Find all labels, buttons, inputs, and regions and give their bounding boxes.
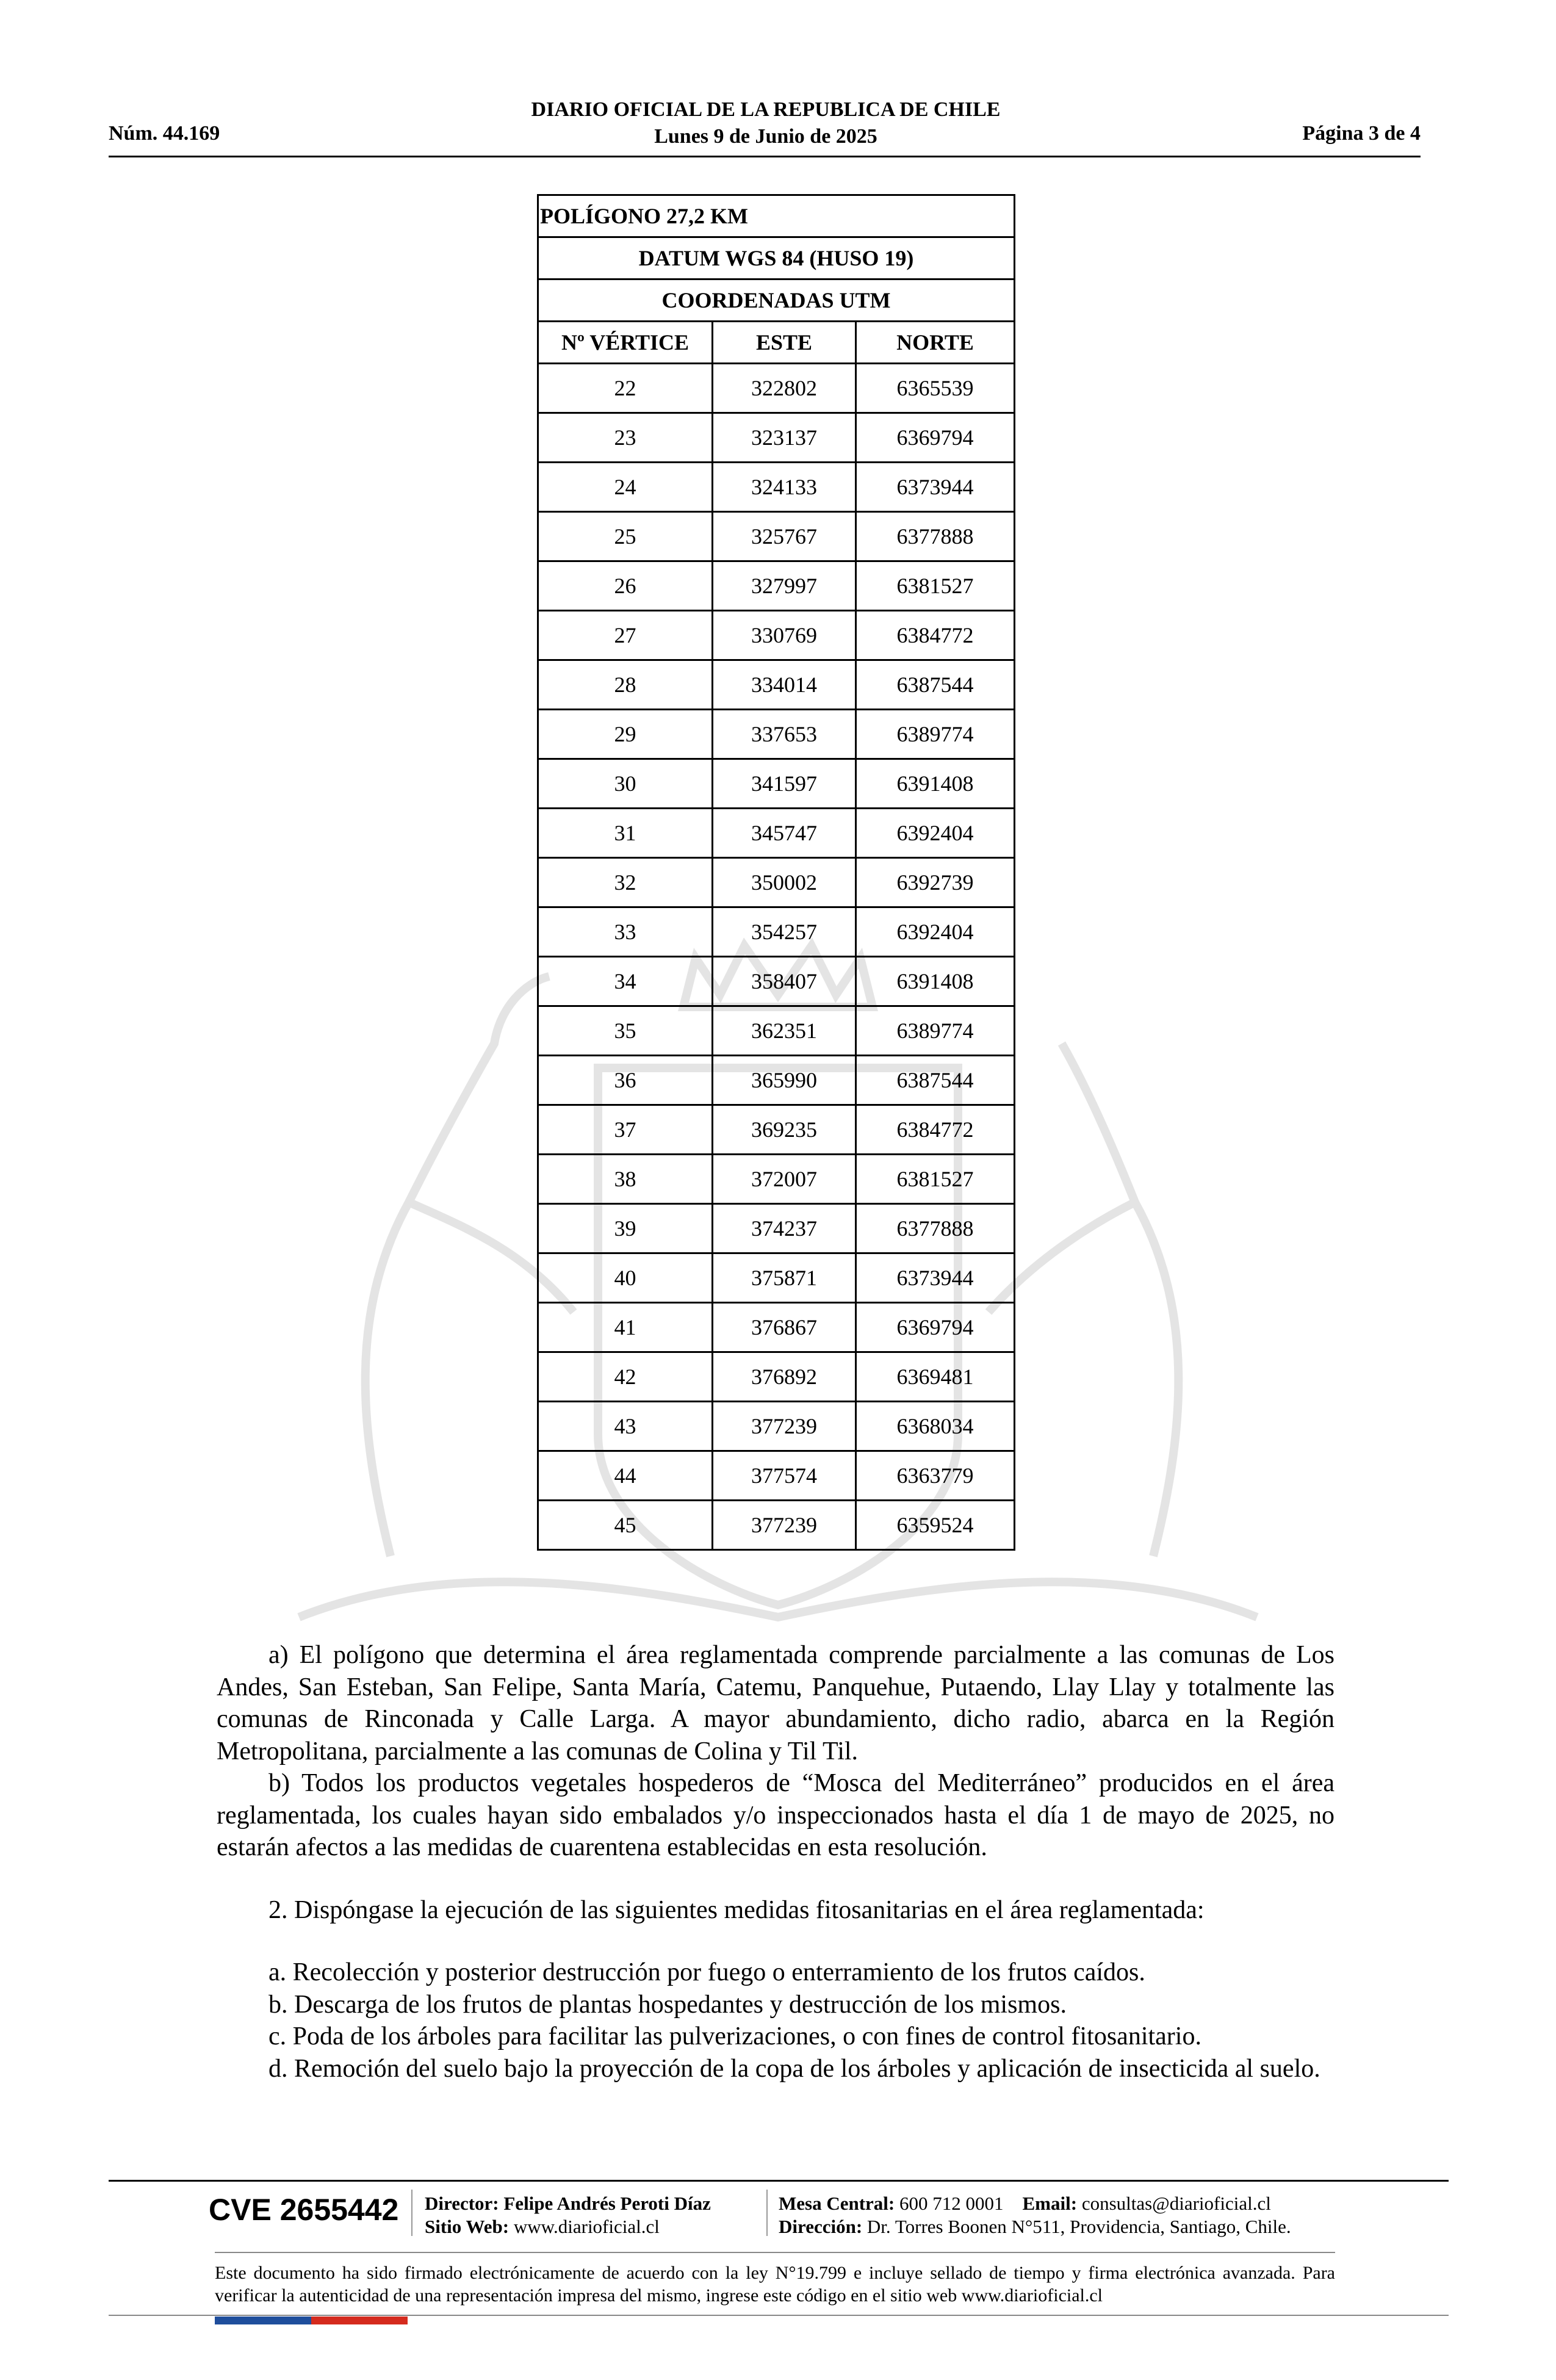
east-cell: 369235 [713, 1105, 856, 1155]
table-row [538, 1352, 1015, 1402]
paragraph-2: 2. Dispóngase la ejecución de las siguientes medidas fitosanitarias en el área reglamentada: [268, 1895, 1205, 1924]
north-cell: 6373944 [856, 1253, 1015, 1303]
table-row [538, 710, 1015, 759]
vertex-cell: 40 [538, 1253, 713, 1303]
east-cell: 377239 [713, 1501, 856, 1550]
table-row [538, 907, 1015, 957]
east-cell: 323137 [713, 413, 856, 463]
vertex-cell: 24 [538, 463, 713, 512]
vertex-cell: 43 [538, 1402, 713, 1451]
footer-legal-divider [215, 2252, 1335, 2253]
footer-bottom-divider [109, 2315, 1449, 2316]
east-cell: 377239 [713, 1402, 856, 1451]
vertex-cell: 30 [538, 759, 713, 809]
address: Dr. Torres Boonen N°511, Providencia, Santiago, Chile. [866, 2216, 1291, 2237]
issue-number: Núm. 44.169 [109, 122, 220, 145]
north-cell: 6369481 [856, 1352, 1015, 1402]
vertex-cell: 42 [538, 1352, 713, 1402]
east-cell: 375871 [713, 1253, 856, 1303]
newspaper-title: DIARIO OFICIAL DE LA REPUBLICA DE CHILE [531, 98, 1001, 121]
vertex-cell: 44 [538, 1451, 713, 1501]
vertex-cell: 28 [538, 660, 713, 710]
column-header-north: NORTE [856, 322, 1015, 364]
measure-c: c. Poda de los árboles para facilitar las pulverizaciones, o con fines de control fitosanitario. [268, 2022, 1201, 2050]
north-cell: 6387544 [856, 1056, 1015, 1105]
phone-number: 600 712 0001 [899, 2193, 1004, 2214]
column-header-vertex: Nº VÉRTICE [538, 322, 713, 364]
north-cell: 6392739 [856, 858, 1015, 907]
east-cell: 345747 [713, 809, 856, 858]
table-row [538, 809, 1015, 858]
vertex-cell: 38 [538, 1155, 713, 1204]
north-cell: 6389774 [856, 1006, 1015, 1056]
north-cell: 6369794 [856, 413, 1015, 463]
table-row [538, 1402, 1015, 1451]
east-cell: 376867 [713, 1303, 856, 1352]
vertex-cell: 39 [538, 1204, 713, 1253]
paragraph-b: b) Todos los productos vegetales hospederos de “Mosca del Mediterráneo” producidos en el área reglamentada, los cuales hayan sido embalados y/o inspeccionados hasta el día 1 de mayo de 2025, no estarán afectos a las medidas de cuarentena establecidas en esta resolución. [217, 1769, 1334, 1861]
vertex-cell: 33 [538, 907, 713, 957]
table-row [538, 561, 1015, 611]
table-row [538, 660, 1015, 710]
director-name: Felipe Andrés Peroti Díaz [503, 2193, 711, 2214]
issue-date: Lunes 9 de Junio de 2025 [654, 125, 877, 148]
east-cell: 354257 [713, 907, 856, 957]
table-row [538, 1006, 1015, 1056]
vertex-cell: 27 [538, 611, 713, 660]
north-cell: 6377888 [856, 512, 1015, 561]
phone-label: Mesa Central: [779, 2193, 895, 2214]
vertex-cell: 41 [538, 1303, 713, 1352]
north-cell: 6381527 [856, 561, 1015, 611]
east-cell: 325767 [713, 512, 856, 561]
north-cell: 6373944 [856, 463, 1015, 512]
north-cell: 6384772 [856, 1105, 1015, 1155]
flag-stripe-red [311, 2317, 408, 2324]
east-cell: 350002 [713, 858, 856, 907]
vertex-cell: 29 [538, 710, 713, 759]
resolution-body [217, 1639, 1334, 2085]
vertex-cell: 37 [538, 1105, 713, 1155]
table-row [538, 1105, 1015, 1155]
director-label: Director: [425, 2193, 499, 2214]
vertex-cell: 45 [538, 1501, 713, 1550]
north-cell: 6368034 [856, 1402, 1015, 1451]
north-cell: 6365539 [856, 364, 1015, 413]
table-row [538, 759, 1015, 809]
email-link[interactable]: consultas@diarioficial.cl [1081, 2193, 1271, 2214]
north-cell: 6381527 [856, 1155, 1015, 1204]
table-datum: DATUM WGS 84 (HUSO 19) [538, 237, 1015, 279]
north-cell: 6363779 [856, 1451, 1015, 1501]
table-row [538, 1303, 1015, 1352]
column-header-east: ESTE [713, 322, 856, 364]
table-row [538, 611, 1015, 660]
flag-stripe-blue [215, 2317, 311, 2324]
page-indicator: Página 3 de 4 [1302, 122, 1421, 145]
header-divider [109, 156, 1421, 157]
vertex-cell: 23 [538, 413, 713, 463]
footer-divider [109, 2180, 1449, 2182]
address-label: Dirección: [779, 2216, 863, 2237]
east-cell: 337653 [713, 710, 856, 759]
east-cell: 365990 [713, 1056, 856, 1105]
table-row [538, 1451, 1015, 1501]
north-cell: 6391408 [856, 957, 1015, 1006]
north-cell: 6384772 [856, 611, 1015, 660]
website-label: Sitio Web: [425, 2216, 510, 2237]
east-cell: 322802 [713, 364, 856, 413]
east-cell: 334014 [713, 660, 856, 710]
footer-contact-block [779, 2192, 1291, 2238]
vertex-cell: 36 [538, 1056, 713, 1105]
east-cell: 324133 [713, 463, 856, 512]
coordinates-table [537, 194, 1015, 1551]
east-cell: 358407 [713, 957, 856, 1006]
east-cell: 372007 [713, 1155, 856, 1204]
vertex-cell: 22 [538, 364, 713, 413]
table-row [538, 463, 1015, 512]
footer-separator [766, 2190, 768, 2236]
table-row [538, 1155, 1015, 1204]
table-row [538, 512, 1015, 561]
website-link[interactable]: www.diarioficial.cl [513, 2216, 660, 2237]
table-row [538, 858, 1015, 907]
email-label: Email: [1022, 2193, 1078, 2214]
table-row [538, 364, 1015, 413]
table-coordinate-system: COORDENADAS UTM [538, 279, 1015, 322]
table-title: POLÍGONO 27,2 KM [538, 195, 1015, 237]
vertex-cell: 34 [538, 957, 713, 1006]
table-row [538, 1056, 1015, 1105]
east-cell: 341597 [713, 759, 856, 809]
vertex-cell: 31 [538, 809, 713, 858]
table-row [538, 1501, 1015, 1550]
east-cell: 330769 [713, 611, 856, 660]
north-cell: 6359524 [856, 1501, 1015, 1550]
table-row [538, 957, 1015, 1006]
vertex-cell: 35 [538, 1006, 713, 1056]
table-row [538, 1253, 1015, 1303]
east-cell: 327997 [713, 561, 856, 611]
vertex-cell: 26 [538, 561, 713, 611]
north-cell: 6369794 [856, 1303, 1015, 1352]
footer-separator [411, 2190, 412, 2236]
east-cell: 376892 [713, 1352, 856, 1402]
east-cell: 374237 [713, 1204, 856, 1253]
north-cell: 6389774 [856, 710, 1015, 759]
north-cell: 6377888 [856, 1204, 1015, 1253]
table-row [538, 413, 1015, 463]
paragraph-a: a) El polígono que determina el área reglamentada comprende parcialmente a las comunas de Los Andes, San Esteban, San Felipe, Santa María, Catemu, Panquehue, Putaendo, Llay Llay y totalmente las comunas de Rinconada y Calle Larga. A mayor abundamiento, dicho radio, abarca en la Región Metropolitana, parcialmente a las comunas de Colina y Til Til. [217, 1641, 1334, 1765]
vertex-cell: 32 [538, 858, 713, 907]
table-row [538, 1204, 1015, 1253]
north-cell: 6391408 [856, 759, 1015, 809]
cve-code: CVE 2655442 [209, 2193, 399, 2227]
measure-b: b. Descarga de los frutos de plantas hospedantes y destrucción de los mismos. [268, 1990, 1067, 2019]
legal-notice: Este documento ha sido firmado electrónicamente de acuerdo con la ley N°19.799 e incluye sellado de tiempo y firma electrónica avanzada. Para verificar la autenticidad de una representación impresa del mismo, ingrese este código en el sitio web www.diarioficial.cl [215, 2263, 1335, 2306]
vertex-cell: 25 [538, 512, 713, 561]
measure-d: d. Remoción del suelo bajo la proyección de la copa de los árboles y aplicación de insecticida al suelo. [268, 2054, 1320, 2083]
footer-director-block [425, 2192, 711, 2238]
measure-a: a. Recolección y posterior destrucción por fuego o enterramiento de los frutos caídos. [268, 1958, 1145, 1986]
north-cell: 6392404 [856, 907, 1015, 957]
north-cell: 6392404 [856, 809, 1015, 858]
east-cell: 362351 [713, 1006, 856, 1056]
east-cell: 377574 [713, 1451, 856, 1501]
north-cell: 6387544 [856, 660, 1015, 710]
